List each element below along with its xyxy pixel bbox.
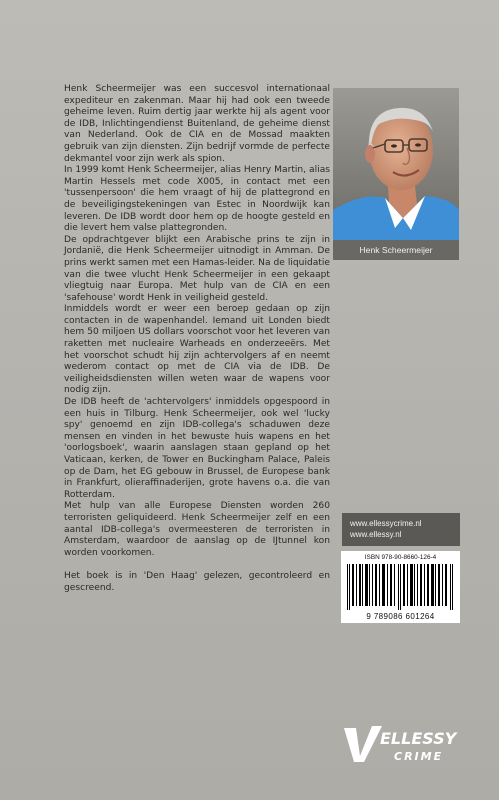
website-link-1[interactable]: www.ellessycrime.nl bbox=[350, 519, 422, 528]
blurb-paragraph-1: Henk Scheermeijer was een succesvol internationaal expediteur en zakenman. Maar hij had ook een tweede geheime leven. Ruim dertig jaar werkte hij als agent voor de IDB, Inlichtingendienst Buitenland, de geheime dienst van Nederland. Ook de CIA en de Mossad maakten gebruik van zijn diensten. Zijn bedrijf vormde de perfecte dekmantel voor zijn werk als spion. bbox=[64, 84, 330, 164]
blurb-closing: Het boek is in 'Den Haag' gelezen, gecontroleerd en gescreend. bbox=[64, 571, 330, 593]
blurb-paragraph-2: In 1999 komt Henk Scheermeijer, alias Henry Martin, alias Martin Hessels met code X005, in contact met een 'tussenpersoon' die hem vraagt of hij de plattegrond en de beveiligingstekeningen van Estec in Noordwijk kan leveren. De IDB wordt door hem op de hoogte gesteld en die levert hem valse plattegronden. bbox=[64, 165, 330, 234]
isbn-barcode bbox=[341, 551, 460, 623]
blurb-text bbox=[64, 84, 330, 595]
author-photo bbox=[333, 88, 459, 240]
blurb-paragraph-5: De IDB heeft de 'achtervolgers' inmiddels opgespoord in een huis in Tilburg. Henk Scheermeijer, ook wel 'lucky spy' genoemd en zijn IDB-collega's schaduwen deze mensen en vinden in het bewuste huis wapens en het 'oorlogsboek', waarin aanslagen staan gepland op het Vaticaan, kerken, de Tower en Buckingham Palace, Paleis op de Dam, het EG gebouw in Brussel, de Europese bank in Frankfurt, olieraffinaderijen, grote havens o.a. die van Rotterdam. bbox=[64, 397, 330, 500]
author-caption: Henk Scheermeijer bbox=[333, 240, 459, 260]
barcode-bars bbox=[347, 564, 454, 610]
author-photo-frame bbox=[333, 88, 459, 260]
website-links-box bbox=[342, 513, 460, 546]
blurb-paragraph-3: De opdrachtgever blijkt een Arabische prins te zijn in Jordanië, die Henk Scheermeijer uitnodigt in Amman. De prins werkt samen met een Hamas-leider. Na de liquidatie van die twee vlucht Henk Scheermeijer in een gekaapt vliegtuig naar Europa. Met hulp van de CIA en een 'safehouse' wordt Henk in veiligheid gesteld. bbox=[64, 234, 330, 303]
isbn-label: ISBN 978-90-8660-126-4 bbox=[364, 554, 437, 561]
blurb-paragraph-4: Inmiddels wordt er weer een beroep gedaan op zijn contacten in de wapenhandel. Iemand uit Londen biedt hem 50 miljoen US dollars voorschot voor het leveren van raketten met nucleaire Warheads en onderzeeërs. Met het voorschot schudt hij zijn achtervolgers af en neemt wederom contact op met de CIA via de IDB. De veiligheidsdiensten willen weten waar de wapens voor nodig zijn. bbox=[64, 304, 330, 396]
logo-word-bottom: CRIME bbox=[394, 750, 444, 763]
logo-word-top: ELLESSY bbox=[380, 729, 457, 748]
website-link-2[interactable]: www.ellessy.nl bbox=[350, 529, 402, 539]
isbn-digits: 9 789086 601264 bbox=[366, 612, 435, 621]
ellessy-crime-logo bbox=[342, 722, 458, 766]
blurb-paragraph-6: Met hulp van alle Europese Diensten worden 260 terroristen geliquideerd. Henk Scheermeijer zelf en een aantal IDB-collega's overmeesteren de terroristen in Amsterdam, waardoor de aanslag op de IJtunnel kon worden voorkomen. bbox=[64, 501, 330, 558]
